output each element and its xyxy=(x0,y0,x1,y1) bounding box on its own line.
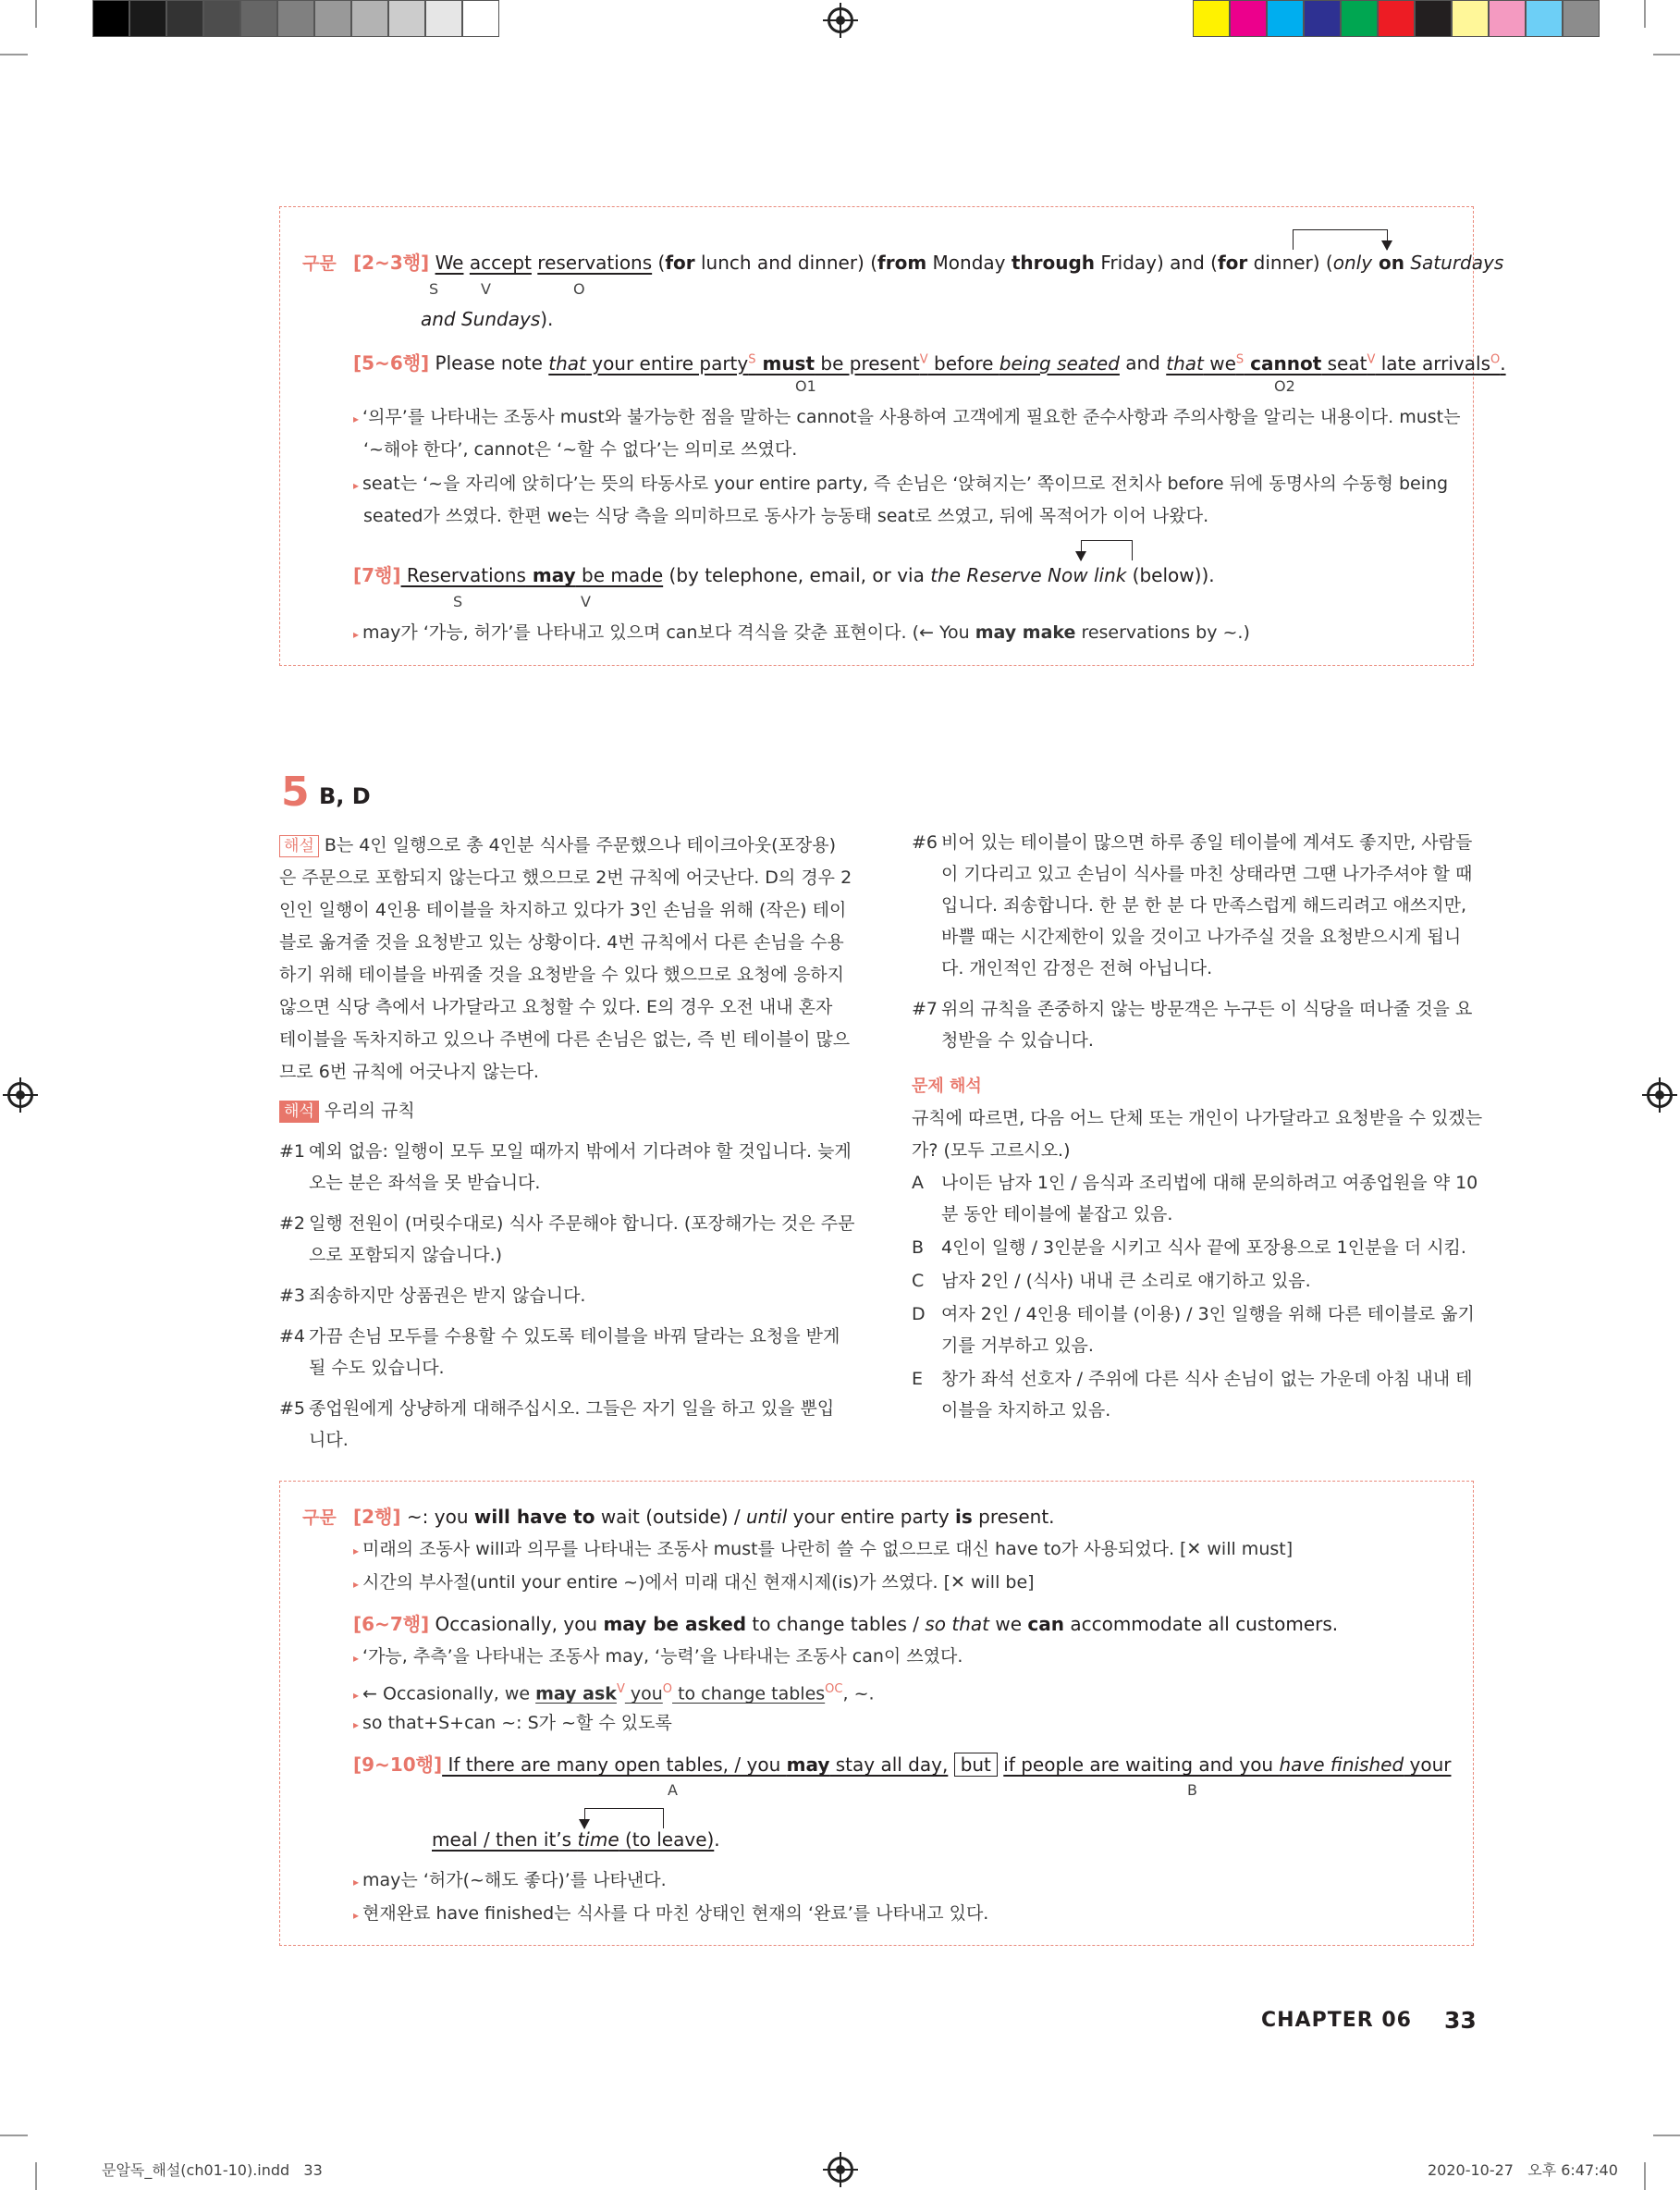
label-v: V xyxy=(581,593,591,610)
haeseol-badge: 해설 xyxy=(279,835,319,857)
arrow-bracket xyxy=(1293,229,1388,250)
color-swatch xyxy=(351,0,388,37)
arrow-bracket xyxy=(584,1808,664,1828)
note-line: ▸ ‘의무’를 나타내는 조동사 must와 불가능한 점을 말하는 cannot을 사용하여 고객에게 필요한 준수사항과 주의사항을 알리는 내용이다. must는 xyxy=(353,407,1461,427)
registration-mark-icon xyxy=(828,7,853,33)
registration-mark-icon xyxy=(1647,1082,1673,1108)
sentence-5-6: [5~6행] Please note that your entire party$^S$ must be present$^V$ before being seated and that $we^S$ cannot seat$^V$ late arrivals$^O$. xyxy=(353,351,1506,375)
answer: B, D xyxy=(319,783,371,809)
crop-mark xyxy=(1644,2162,1646,2190)
label-s: S xyxy=(429,280,439,298)
registration-mark-icon xyxy=(828,2157,853,2183)
color-swatch xyxy=(1563,0,1600,37)
item-number: E xyxy=(912,1369,924,1389)
item-text: 오는 분은 좌석을 못 받습니다. xyxy=(309,1173,541,1193)
crop-mark xyxy=(1653,2135,1680,2136)
item-text: 비어 있는 테이블이 많으면 하루 종일 테이블에 계셔도 좋지만, 사람들 xyxy=(941,832,1473,853)
item-number: D xyxy=(912,1304,926,1324)
item-number: C xyxy=(912,1271,925,1291)
item-text: 니다. xyxy=(309,1430,349,1450)
triangle-bullet-icon: ▸ xyxy=(353,1876,360,1889)
item-text: 예외 없음: 일행이 모두 모일 때까지 밖에서 기다려야 할 것입니다. 늦게 xyxy=(309,1141,852,1162)
note-line: ▸ 시간의 부사절(until your entire ~)에서 미래 대신 현재시제(is)가 쓰였다. [✕ will be] xyxy=(353,1572,1035,1593)
note-line: seated가 쓰였다. 한편 we는 식당 측을 의미하므로 동사가 능동태 seat로 쓰였고, 뒤에 목적어가 이어 나왔다. xyxy=(363,506,1209,526)
color-swatch xyxy=(1230,0,1267,37)
sentence-2-3-cont: and Sundays). xyxy=(421,308,554,330)
color-swatch xyxy=(1415,0,1452,37)
color-swatch xyxy=(240,0,277,37)
item-text: 기를 거부하고 있음. xyxy=(941,1335,1094,1356)
label-s: S xyxy=(453,593,463,610)
haeseok-badge: 해석 xyxy=(279,1101,319,1123)
item-text: 이블을 차지하고 있음. xyxy=(941,1400,1111,1421)
label-o2: O2 xyxy=(1274,377,1295,395)
item-text: 가끔 손님 모두를 수용할 수 있도록 테이블을 바꿔 달라는 요청을 받게 xyxy=(309,1326,840,1347)
gumun-label: 구문 xyxy=(302,1507,337,1528)
item-number: #7 xyxy=(912,999,938,1019)
item-text: 다. 개인적인 감정은 전혀 아닙니다. xyxy=(941,958,1213,978)
crop-mark xyxy=(35,0,37,28)
color-swatch xyxy=(314,0,351,37)
registration-mark-icon xyxy=(7,1082,33,1108)
color-swatch xyxy=(203,0,240,37)
crop-mark xyxy=(0,2135,28,2136)
label-b: B xyxy=(1187,1781,1197,1799)
problem-text: 규칙에 따르면, 다음 어느 단체 또는 개인이 나가달라고 요청받을 수 있겠는 가? (모두 고르시오.) xyxy=(912,1108,1483,1161)
item-text: 여자 2인 / 4인용 테이블 (이용) / 3인 일행을 위해 다른 테이블로 옮기 xyxy=(941,1304,1475,1324)
color-swatch xyxy=(462,0,499,37)
triangle-bullet-icon: ▸ xyxy=(353,1652,360,1665)
color-swatch xyxy=(425,0,462,37)
slug-filename: 문알독_해설(ch01-10).indd 33 xyxy=(102,2161,323,2179)
label-o1: O1 xyxy=(795,377,816,395)
item-text: 위의 규칙을 존중하지 않는 방문객은 누구든 이 식당을 떠나줄 것을 요 xyxy=(941,999,1473,1019)
item-number: #3 xyxy=(279,1286,306,1306)
sentence-9-10-cont: meal / then it’s time (to leave). xyxy=(432,1828,720,1851)
arrow-down-icon xyxy=(1381,240,1392,251)
item-text: 바쁠 때는 시간제한이 있을 것이고 나가주실 것을 요청받으시게 됩니 xyxy=(941,927,1462,947)
triangle-bullet-icon: ▸ xyxy=(353,479,360,492)
item-number: #5 xyxy=(279,1398,306,1419)
item-text: 될 수도 있습니다. xyxy=(309,1358,445,1378)
haeseol-paragraph: 해설 B는 4인 일행으로 총 4인분 식사를 주문했으나 테이크아웃(포장용) 은 주문으로 포함되지 않는다고 했으므로 2번 규칙에 어긋난다. D의 경우 2 인인 일행이 4인용 테이블을 차지하고 있다가 3인 손님을 위해 (작은) 테이 블로 옮겨줄 것을 요청받고 있는 상황이다. 4번 규칙에서 다른 손님을 수용 하기 위해 테이블을 바꿔줄 것을 요청받을 수 있다 했으므로 요청에 응하지 않으면 식당 측에서 나가달라고 요청할 수 있다. E의 경우 오전 내내 혼자 테이블을 독차지하고 있으나 주변에 다른 손님은 없는, 즉 빈 테이블이 많으 므로 6번 규칙에 어긋나지 않는다. xyxy=(279,835,852,1082)
color-swatch xyxy=(388,0,425,37)
item-text: 이 기다리고 있고 손님이 식사를 마친 상태라면 그땐 나가주셔야 할 때 xyxy=(941,864,1473,884)
gumun-label: 구문 xyxy=(302,253,337,274)
item-text: 남자 2인 / (식사) 내내 큰 소리로 얘기하고 있음. xyxy=(941,1271,1311,1291)
item-number: #2 xyxy=(279,1213,306,1234)
item-text: 일행 전원이 (머릿수대로) 식사 주문해야 합니다. (포장해가는 것은 주문 xyxy=(309,1213,855,1234)
item-text: 분 동안 테이블에 붙잡고 있음. xyxy=(941,1204,1173,1224)
color-swatch xyxy=(1452,0,1489,37)
color-swatch xyxy=(1193,0,1230,37)
color-swatch xyxy=(129,0,166,37)
note-line: ▸ 현재완료 have finished는 식사를 다 마친 상태인 현재의 ‘완료’를 나타내고 있다. xyxy=(353,1903,989,1924)
color-swatch xyxy=(1526,0,1563,37)
problem-label: 문제 해석 xyxy=(912,1077,982,1096)
color-swatch xyxy=(1378,0,1415,37)
note-line: ▸ may는 ‘허가(~해도 좋다)’를 나타낸다. xyxy=(353,1870,667,1890)
color-swatch xyxy=(1341,0,1378,37)
color-swatch xyxy=(166,0,203,37)
arrow-bracket xyxy=(1081,540,1133,560)
item-number: A xyxy=(912,1173,924,1193)
note-line: ▸ ‘가능, 추측’을 나타내는 조동사 may, ‘능력’을 나타내는 조동사 can이 쓰였다. xyxy=(353,1646,963,1667)
crop-mark xyxy=(1653,54,1680,55)
item-text: 4인이 일행 / 3인분을 시키고 식사 끝에 포장용으로 1인분을 더 시킴. xyxy=(941,1237,1466,1258)
item-text: 종업원에게 상냥하게 대해주십시오. 그들은 자기 일을 하고 있을 뿐입 xyxy=(309,1398,835,1419)
crop-mark xyxy=(35,2162,37,2190)
triangle-bullet-icon: ▸ xyxy=(353,1718,360,1731)
item-number: #1 xyxy=(279,1141,306,1162)
note-line: ‘~해야 한다’, cannot은 ‘~할 수 없다’는 의미로 쓰였다. xyxy=(363,439,798,460)
label-o: O xyxy=(573,280,585,298)
crop-mark xyxy=(1644,0,1646,28)
haeseok-heading: 해석 우리의 규칙 xyxy=(279,1095,415,1127)
label-a: A xyxy=(668,1781,678,1799)
triangle-bullet-icon: ▸ xyxy=(353,412,360,425)
note-line: ▸ 미래의 조동사 will과 의무를 나타내는 조동사 must를 나란히 쓸 수 없으므로 대신 have to가 사용되었다. [✕ will must] xyxy=(353,1539,1294,1559)
triangle-bullet-icon: ▸ xyxy=(353,1578,360,1591)
label-v: V xyxy=(481,280,491,298)
slug-date: 2020-10-27 오후 6:47:40 xyxy=(1428,2161,1618,2179)
arrow-down-icon xyxy=(1075,551,1086,561)
note-line: ▸ may가 ‘가능, 허가’를 나타내고 있으며 can보다 격식을 갖춘 표현이다. (← You may make reservations by ~.) xyxy=(353,622,1250,643)
color-swatch xyxy=(277,0,314,37)
item-text: 죄송하지만 상품권은 받지 않습니다. xyxy=(309,1286,586,1306)
crop-mark xyxy=(0,54,28,55)
note-line: ▸ seat는 ‘~을 자리에 앉히다’는 뜻의 타동사로 your entire party, 즉 손님은 ‘앉혀지는’ 쪽이므로 전치사 before 뒤에 동명사의 수동형 being xyxy=(353,474,1449,494)
triangle-bullet-icon: ▸ xyxy=(353,1909,360,1922)
color-swatch xyxy=(1304,0,1341,37)
item-number: #4 xyxy=(279,1326,306,1347)
page-number: 33 xyxy=(1444,2007,1477,2034)
item-text: 청받을 수 있습니다. xyxy=(941,1030,1094,1051)
item-number: B xyxy=(912,1237,925,1258)
note-line: ▸ ← Occasionally, we may ask$^V$ you$^O$ to change tables$^{OC}$, ~. xyxy=(353,1682,875,1704)
triangle-bullet-icon: ▸ xyxy=(353,1544,360,1557)
item-text: 입니다. 죄송합니다. 한 분 한 분 다 만족스럽게 해드리려고 애쓰지만, xyxy=(941,895,1467,916)
question-number: 5 xyxy=(281,769,310,816)
triangle-bullet-icon: ▸ xyxy=(353,1689,360,1703)
color-swatch xyxy=(1267,0,1304,37)
sentence-2: [2행] ~: you will have to wait (outside) / until your entire party is present. xyxy=(353,1506,1055,1528)
sentence-7: [7행] Reservations may be made (by telephone, email, or via the Reserve Now link (below)). xyxy=(353,564,1215,586)
sentence-9-10: [9~10행] If there are many open tables, / you may stay all day, but if people are waiting and you have finished your xyxy=(353,1753,1452,1776)
item-text: 으로 포함되지 않습니다.) xyxy=(309,1245,503,1265)
note-line: ▸ so that+S+can ~: S가 ~할 수 있도록 xyxy=(353,1713,672,1733)
triangle-bullet-icon: ▸ xyxy=(353,628,360,641)
color-swatch xyxy=(1489,0,1526,37)
item-text: 나이든 남자 1인 / 음식과 조리법에 대해 문의하려고 여종업원을 약 10 xyxy=(941,1173,1478,1193)
sentence-2-3: [2~3행] We accept reservations (for lunch and dinner) (from Monday through Friday) and (for dinner) (only on Saturdays xyxy=(353,252,1504,274)
chapter-label: CHAPTER 06 xyxy=(1261,2009,1412,2032)
sentence-6-7: [6~7행] Occasionally, you may be asked to change tables / so that we can accommodate all customers. xyxy=(353,1613,1339,1635)
item-number: #6 xyxy=(912,832,938,853)
color-swatch xyxy=(92,0,129,37)
item-text: 창가 좌석 선호자 / 주위에 다른 식사 손님이 없는 가운데 아침 내내 테 xyxy=(941,1369,1473,1389)
